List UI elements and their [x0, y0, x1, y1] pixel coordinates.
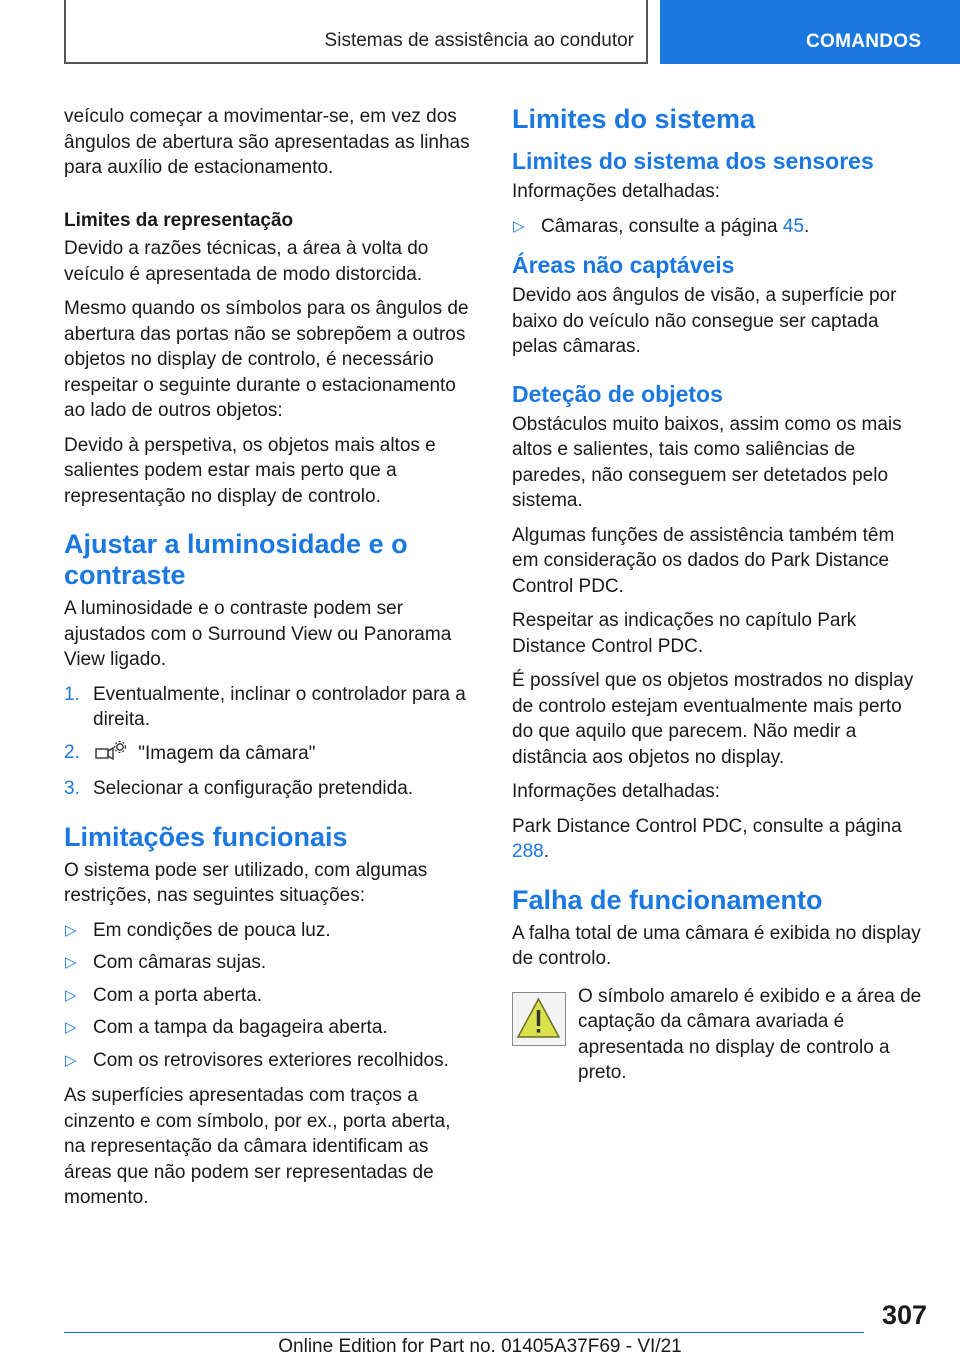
paragraph: Devido à perspetiva, os objetos mais altos e salientes podem estar mais perto que a representação no display de controlo.	[64, 434, 436, 507]
camera-settings-icon	[93, 740, 127, 770]
paragraph: A falha total de uma câmara é exibida no display de controlo.	[512, 922, 921, 969]
paragraph: Park Distance Control PDC, consulte a página 288.	[512, 815, 902, 862]
heading-brightness-contrast: Ajustar a luminosidade e o contraste	[64, 529, 408, 590]
heading-system-limits: Limites do sistema	[512, 104, 756, 134]
step-item	[64, 740, 476, 770]
warning-triangle-icon	[512, 992, 566, 1046]
subheading-representation-limits: Limites da representação	[64, 209, 294, 231]
list-item-text: Com a porta aberta.	[93, 984, 262, 1006]
heading-object-detection: Deteção de objetos	[512, 380, 723, 407]
list-item-text: Com os retrovisores exteriores recolhidos.	[93, 1049, 449, 1071]
step-item	[64, 776, 476, 802]
footer-divider	[64, 1332, 864, 1333]
paragraph: Devido a razões técnicas, a área à volta do veículo é apresentada de modo distorcida.	[64, 238, 429, 285]
heading-malfunction: Falha de funcionamento	[512, 884, 823, 915]
heading-uncapturable-areas: Áreas não captáveis	[512, 252, 735, 278]
paragraph: As superfícies apresentadas com traços a cinzento e com símbolo, por ex., porta aberta, na representação da câmara identificam as áreas que não podem ser representadas de momento.	[64, 1085, 451, 1208]
limitations-list	[64, 918, 476, 1074]
list-item	[64, 950, 476, 976]
right-column	[512, 104, 924, 1095]
step-number: 1.	[64, 683, 80, 705]
step-number: 2.	[64, 741, 80, 763]
triangle-bullet-icon: ▷	[65, 921, 77, 939]
header-section-box	[64, 0, 648, 64]
step-item	[64, 682, 476, 733]
heading-functional-limitations: Limitações funcionais	[64, 821, 348, 852]
paragraph: A luminosidade e o contraste podem ser ajustados com o Surround View ou Panorama View ligado.	[64, 598, 452, 670]
list-item-text: Com câmaras sujas.	[93, 952, 267, 973]
triangle-bullet-icon: ▷	[513, 217, 525, 235]
page-number: 307	[882, 1300, 928, 1330]
heading-sensor-limits: Limites do sistema dos sensores	[512, 148, 874, 174]
step-number: 3.	[64, 778, 80, 799]
chapter-tab	[660, 0, 960, 64]
list-item-text: Com a tampa da bagageira aberta.	[93, 1017, 388, 1038]
warning-text: O símbolo amarelo é exibido e a área de captação da câmara avariada é apresentada no display de controlo a preto.	[578, 985, 922, 1083]
paragraph: Obstáculos muito baixos, assim como os mais altos e salientes, tais como saliências de paredes, não conseguem ser detetados pelo sistema.	[512, 413, 902, 511]
step-text: Selecionar a configuração pretendida.	[93, 778, 414, 799]
list-item: ▷ Câmaras, consulte a página 45.	[512, 214, 924, 240]
steps-list	[64, 682, 476, 802]
paragraph: Mesmo quando os símbolos para os ângulos de abertura das portas não se sobrepõem a outros objetos no display de controlo, é necessário respeitar o seguinte durante o estacionamento ao lado de outros objetos:	[64, 298, 469, 421]
paragraph: Respeitar as indicações no capítulo Park Distance Control PDC.	[512, 610, 857, 657]
page-link-45[interactable]: 45	[782, 215, 805, 237]
paragraph: Devido aos ângulos de visão, a superfície por baixo do veículo não consegue ser captada pelas câmaras.	[512, 285, 897, 357]
step-text: Eventualmente, inclinar o controlador para a direita.	[93, 683, 466, 730]
list-item	[64, 983, 476, 1009]
paragraph: veículo começar a movimentar-se, em vez dos ângulos de abertura são apresentadas as linhas para auxílio de estacionamento.	[64, 106, 470, 178]
chapter-title: COMANDOS	[806, 31, 922, 52]
paragraph: O sistema pode ser utilizado, com algumas restrições, nas seguintes situações:	[64, 859, 428, 906]
step-text: "Imagem da câmara"	[138, 742, 316, 764]
paragraph: Algumas funções de assistência também têm em consideração os dados do Park Distance Control PDC.	[512, 524, 895, 597]
triangle-bullet-icon: ▷	[65, 954, 77, 971]
paragraph: É possível que os objetos mostrados no display de controlo estejam eventualmente mais perto do que aquilo que parecem. Não medir a distância aos objetos no display.	[512, 670, 914, 768]
page-link-288[interactable]: 288	[512, 841, 544, 862]
list-item	[64, 1048, 476, 1074]
triangle-bullet-icon: ▷	[65, 1019, 77, 1036]
pdc-reference-text: Park Distance Control PDC, consulte a página	[512, 815, 902, 837]
list-item-text: Em condições de pouca luz.	[93, 919, 331, 941]
list-item	[64, 1015, 476, 1041]
edition-text: Online Edition for Part no. 01405A37F69 - VI/21	[278, 1336, 682, 1357]
list-item	[64, 918, 476, 944]
triangle-bullet-icon: ▷	[65, 986, 77, 1004]
paragraph: Informações detalhadas:	[512, 181, 721, 202]
sensor-info-list	[512, 214, 924, 240]
triangle-bullet-icon: ▷	[65, 1051, 77, 1069]
section-title: Sistemas de assistência ao condutor	[324, 30, 634, 51]
warning-note	[512, 984, 924, 1086]
list-item-text: Câmaras, consulte a página	[541, 215, 778, 237]
paragraph: Informações detalhadas:	[512, 781, 721, 802]
left-column	[64, 104, 476, 1220]
